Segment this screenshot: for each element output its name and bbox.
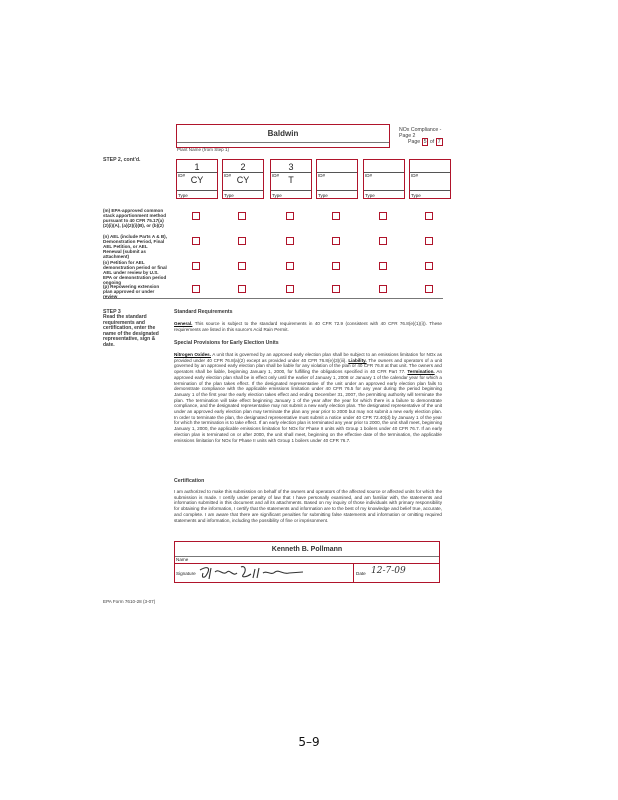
checkbox-p-unit1[interactable] (192, 285, 200, 293)
row-label-p: (p) Repowering extension plan approved or under review (103, 284, 160, 299)
checkbox-n-unit5[interactable] (379, 237, 387, 245)
page-label: Page (408, 139, 421, 145)
checkbox-o-unit5[interactable] (379, 262, 387, 270)
name-label: Name (176, 557, 189, 562)
signature-label: Signature (176, 571, 196, 576)
unit-box-5 (363, 159, 405, 199)
checkbox-p-unit6[interactable] (425, 285, 433, 293)
liability-text: The owners and operators of a unit governed by an approved early election plan shall be liable for any violation of the plan or 40 CFR 76.8 at that unit. The owners and operators shall be liable, beginning January 1, 2000, for fulfilling the obligations specified in 40 CFR Part 77. (174, 357, 442, 375)
checkbox-m-unit2[interactable] (238, 212, 246, 220)
plant-name-label: Plant Name (from Step 1) (177, 147, 230, 152)
checkbox-n-unit6[interactable] (425, 237, 433, 245)
liability-title: Liability. (348, 357, 367, 363)
unit-box-1 (176, 159, 218, 199)
unit-box-2 (222, 159, 264, 199)
checkbox-n-unit1[interactable] (192, 237, 200, 245)
checkbox-p-unit5[interactable] (379, 285, 387, 293)
standard-requirements-title: Standard Requirements (174, 309, 233, 315)
checkbox-m-unit3[interactable] (286, 212, 294, 220)
checkbox-o-unit3[interactable] (286, 262, 294, 270)
unit-type-value: CY (236, 175, 250, 185)
general-text: This source is subject to the standard requirements in 40 CFR 72.9 (consistent with 40 CFR 76.8(e)(1)(i)). These requirements are listed in this source's Acid Rain Permit. (174, 321, 442, 332)
date-label: Date (356, 571, 366, 576)
unit-number: 2 (240, 162, 246, 172)
plant-name-value: Baldwin (267, 129, 299, 138)
unit-type-label: Type (272, 193, 282, 198)
checkbox-p-unit3[interactable] (286, 285, 294, 293)
checkbox-o-unit6[interactable] (425, 262, 433, 270)
row-label-n: (n) AEL (include Parts A & B), Demonstration Period, Final AEL Petition, or AEL Renewal (submit as attachment) (103, 234, 167, 259)
checkbox-m-unit5[interactable] (379, 212, 387, 220)
nox-title: Nitrogen Oxides. (174, 352, 211, 357)
general-paragraph (174, 321, 442, 332)
checkbox-o-unit4[interactable] (332, 262, 340, 270)
unit-box-6 (409, 159, 451, 199)
unit-type-label: Type (411, 193, 421, 198)
handwritten-signature (197, 564, 307, 582)
checkbox-m-unit1[interactable] (192, 212, 200, 220)
step3-instructions: Read the standard requirements and certification, enter the name of the designated representative, sign & date. (103, 314, 159, 348)
termination-title: Termination. (407, 369, 435, 375)
special-provisions-title: Special Provisions for Early Election Units (174, 340, 279, 346)
row-label-m: (m) EPA-approved common stack apportionment method pursuant to 40 CFR 75.17(a)(2)(i)(A), (a)(2)(i)(B), or (b)(2) (103, 208, 167, 228)
certification-title: Certification (174, 478, 205, 484)
unit-type-label: Type (318, 193, 328, 198)
termination-text: An approved early election plan shall be in effect only until the earlier of January 1, 2008 or January 1 of the calendar year for which a termination of the plan takes effect. If the designated representative of the unit under an approved early election plan fails to demonstrate compliance with the applicable emissions limitation under 40 CFR 76.5 for any year during the period beginning January 1 of the first year the early election takes effect and ending December 31, 2007, the permitting authority will terminate the plan. The termination will take effect beginning January 1 of the year after the year for which there is a failure to demonstrate compliance, and the designated representative may not submit a new early election plan. The designated representative of the unit under an approved early election plan may terminate the plan any year prior to 2000 but may not submit a new early election plan. In order to terminate the plan, the designated representative must submit a notice under 40 CFR 72.40(d) by January 1 of the year for which the termination is to take effect. If an early election plan is terminated any year prior to 2000, the unit shall meet, beginning January 1, 2000, the applicable emissions limitation for NOx for Phase II units with Group 1 boilers under 40 CFR 76.7. If an early election plan is terminated on or after 2000, the unit shall meet, beginning on the effective date of the termination, the applicable emissions limitation for NOx for Phase II units with Group 1 boilers under 40 CFR 76.7. (174, 369, 443, 443)
page-number-box: 5 (423, 139, 427, 145)
date-value: 12-7-09 (371, 566, 406, 576)
unit-id-label: ID# (411, 173, 419, 178)
page-total-box: 7 (437, 139, 441, 145)
checkbox-o-unit1[interactable] (192, 262, 200, 270)
step3-label: STEP 3 (103, 309, 121, 315)
row-label-o: (o) Petition for AEL demonstration period or final AEL under review by U.S. EPA or demonstration period ongoing (103, 260, 167, 285)
unit-id-label: ID# (224, 173, 232, 178)
unit-id-label: ID# (365, 173, 373, 178)
general-title: General. (174, 321, 193, 326)
unit-box-4 (316, 159, 358, 199)
unit-type-value: CY (190, 175, 204, 185)
page-of-label: of (429, 139, 435, 145)
checkbox-p-unit2[interactable] (238, 285, 246, 293)
name-signature-box (174, 541, 440, 583)
certification-text: I am authorized to make this submission on behalf of the owners and operators of the affected source or affected units for which the submission is made. I certify under penalty of law that I have personally examined, and am familiar with, the statements and information submitted in this document and all its attachments. Based on my inquiry of those individuals with primary responsibility for obtaining the information, I certify that the statements and information are to the best of my knowledge and belief true, accurate, and complete. I am aware that there are significant penalties for submitting false statements and information or omitting required statements and information, including the possibility of fine or imprisonment. (174, 489, 442, 523)
unit-number: 3 (288, 162, 294, 172)
checkbox-n-unit3[interactable] (286, 237, 294, 245)
page-indicator (408, 138, 443, 146)
checkbox-p-unit4[interactable] (332, 285, 340, 293)
checkbox-m-unit4[interactable] (332, 212, 340, 220)
step2-label: STEP 2, cont'd. (103, 157, 141, 163)
rep-name: Kenneth B. Pollmann (271, 546, 343, 553)
unit-id-label: ID# (178, 173, 186, 178)
page-number: 5–9 (298, 735, 320, 749)
unit-type-label: Type (178, 193, 188, 198)
checkbox-n-unit4[interactable] (332, 237, 340, 245)
unit-type-label: Type (224, 193, 234, 198)
unit-box-3 (270, 159, 312, 199)
unit-id-label: ID# (318, 173, 326, 178)
unit-id-label: ID# (272, 173, 280, 178)
form-title: NOx Compliance - Page 2 (399, 127, 442, 140)
unit-type-label: Type (365, 193, 375, 198)
unit-number: 1 (194, 162, 200, 172)
form-number: EPA Form 7610-28 (3-07) (103, 599, 156, 604)
unit-type-value: T (288, 175, 294, 185)
section-divider (103, 298, 443, 299)
plant-name-box (176, 124, 390, 148)
nox-paragraph (174, 352, 442, 443)
checkbox-o-unit2[interactable] (238, 262, 246, 270)
nox-text: A unit that is governed by an approved early election plan shall be subject to an emissions limitation for NOx as provided under 40 CFR 76.8(a)(2) except as provided under 40 CFR 76.8(e)(3)(iii). (174, 352, 442, 363)
checkbox-m-unit6[interactable] (425, 212, 433, 220)
checkbox-n-unit2[interactable] (238, 237, 246, 245)
